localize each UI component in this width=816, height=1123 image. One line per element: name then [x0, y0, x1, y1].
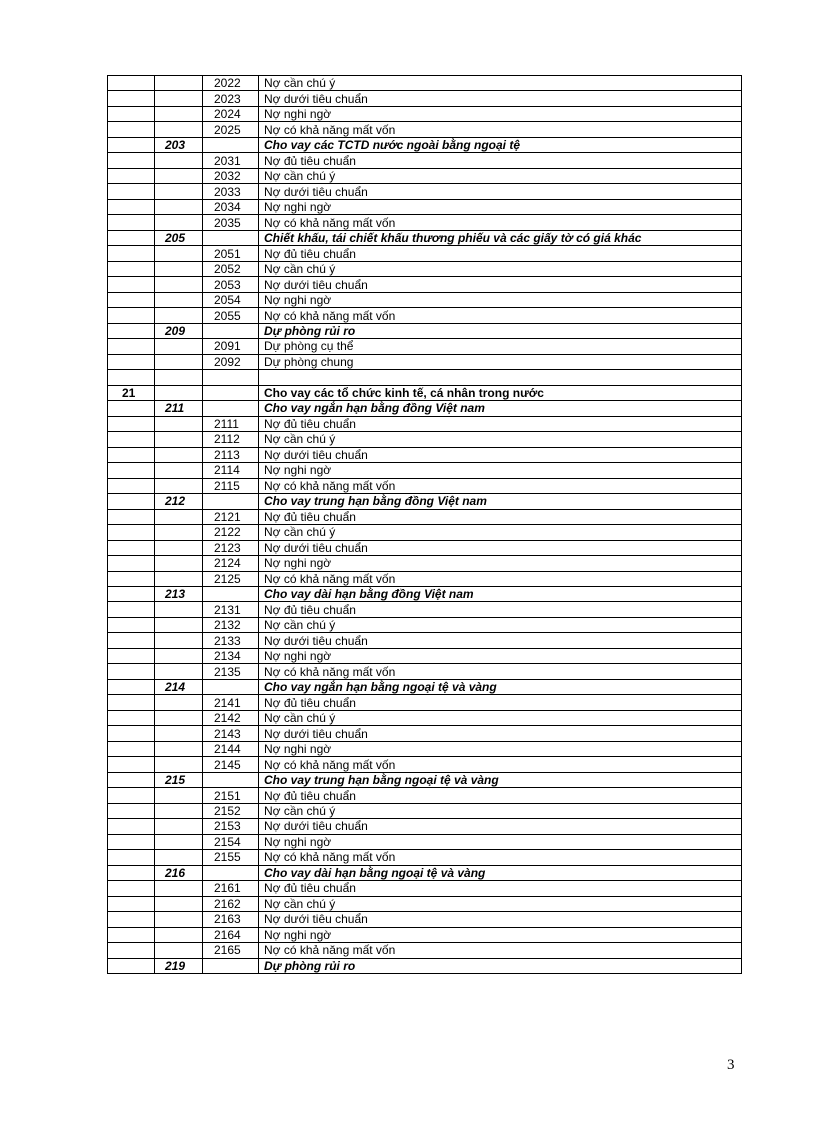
account-level3-code: 2113 — [203, 447, 259, 462]
account-level2-code — [155, 261, 203, 276]
table-row — [108, 556, 742, 571]
table-row — [108, 710, 742, 725]
account-level3-code: 2092 — [203, 354, 259, 369]
account-level2-code — [155, 803, 203, 818]
account-level1-code — [108, 664, 155, 679]
account-level1-code — [108, 354, 155, 369]
account-level1-code — [108, 401, 155, 416]
account-level2-code — [155, 726, 203, 741]
table-row — [108, 958, 742, 973]
account-level1-code — [108, 432, 155, 447]
table-row — [108, 772, 742, 787]
account-level1-code — [108, 958, 155, 973]
table-row — [108, 741, 742, 756]
table-row — [108, 277, 742, 292]
account-level1-code — [108, 726, 155, 741]
account-name: Nợ cần chú ý — [259, 76, 742, 91]
account-level3-code: 2153 — [203, 819, 259, 834]
account-name: Nợ có khả năng mất vốn — [259, 943, 742, 958]
account-level2-code — [155, 741, 203, 756]
account-level1-code — [108, 153, 155, 168]
account-level3-code: 2132 — [203, 617, 259, 632]
account-level1-code — [108, 571, 155, 586]
account-level1-code — [108, 679, 155, 694]
account-name: Cho vay dài hạn bằng ngoại tệ và vàng — [259, 865, 742, 880]
account-level3-code: 2053 — [203, 277, 259, 292]
account-level3-code: 2025 — [203, 122, 259, 137]
account-level1-code — [108, 91, 155, 106]
account-name: Cho vay các TCTD nước ngoài bằng ngoại tệ — [259, 137, 742, 152]
account-level2-code — [155, 122, 203, 137]
account-level3-code: 2033 — [203, 184, 259, 199]
account-level2-code: 205 — [155, 230, 203, 245]
account-level2-code — [155, 339, 203, 354]
table-row — [108, 494, 742, 509]
account-level2-code: 211 — [155, 401, 203, 416]
account-level3-code: 2125 — [203, 571, 259, 586]
account-name: Nợ cần chú ý — [259, 896, 742, 911]
account-name: Chiết khấu, tái chiết khấu thương phiếu và các giấy tờ có giá khác — [259, 230, 742, 245]
account-level1-code — [108, 602, 155, 617]
account-level1-code — [108, 292, 155, 307]
account-level1-code — [108, 741, 155, 756]
account-level3-code: 2022 — [203, 76, 259, 91]
table-row — [108, 447, 742, 462]
account-level2-code — [155, 106, 203, 121]
table-row — [108, 679, 742, 694]
table-row — [108, 339, 742, 354]
table-row — [108, 540, 742, 555]
account-level1-code — [108, 106, 155, 121]
account-level3-code: 2124 — [203, 556, 259, 571]
table-row — [108, 215, 742, 230]
account-name: Nợ đủ tiêu chuẩn — [259, 246, 742, 261]
account-level1-code — [108, 184, 155, 199]
table-row — [108, 463, 742, 478]
account-level3-code — [203, 679, 259, 694]
table-row — [108, 106, 742, 121]
account-level1-code — [108, 339, 155, 354]
table-row — [108, 432, 742, 447]
account-table — [107, 75, 742, 974]
table-row — [108, 153, 742, 168]
table-row — [108, 834, 742, 849]
account-level2-code — [155, 370, 203, 385]
account-level1-code — [108, 710, 155, 725]
account-level3-code: 2144 — [203, 741, 259, 756]
account-level1-code — [108, 540, 155, 555]
account-level1-code — [108, 230, 155, 245]
account-level3-code: 2141 — [203, 695, 259, 710]
account-level2-code — [155, 354, 203, 369]
account-level3-code: 2031 — [203, 153, 259, 168]
table-row — [108, 726, 742, 741]
account-name: Nợ đủ tiêu chuẩn — [259, 788, 742, 803]
account-name: Nợ có khả năng mất vốn — [259, 757, 742, 772]
account-level1-code — [108, 447, 155, 462]
account-level3-code: 2034 — [203, 199, 259, 214]
account-level1-code — [108, 757, 155, 772]
account-name: Nợ nghi ngờ — [259, 463, 742, 478]
account-name: Nợ có khả năng mất vốn — [259, 571, 742, 586]
account-name: Nợ dưới tiêu chuẩn — [259, 91, 742, 106]
account-level2-code: 212 — [155, 494, 203, 509]
account-level1-code — [108, 308, 155, 323]
account-level1-code — [108, 850, 155, 865]
account-level2-code: 213 — [155, 586, 203, 601]
account-level2-code — [155, 927, 203, 942]
account-level3-code: 2115 — [203, 478, 259, 493]
account-level3-code: 2032 — [203, 168, 259, 183]
account-name: Cho vay trung hạn bằng đồng Việt nam — [259, 494, 742, 509]
account-level3-code — [203, 137, 259, 152]
account-name: Nợ dưới tiêu chuẩn — [259, 540, 742, 555]
account-name: Nợ nghi ngờ — [259, 741, 742, 756]
account-level1-code — [108, 122, 155, 137]
account-level3-code: 2131 — [203, 602, 259, 617]
account-name: Nợ đủ tiêu chuẩn — [259, 602, 742, 617]
account-name: Nợ đủ tiêu chuẩn — [259, 416, 742, 431]
table-row — [108, 91, 742, 106]
account-level1-code — [108, 76, 155, 91]
table-row — [108, 633, 742, 648]
account-level2-code — [155, 896, 203, 911]
account-level2-code — [155, 447, 203, 462]
account-level2-code: 214 — [155, 679, 203, 694]
table-row — [108, 323, 742, 338]
account-level1-code — [108, 463, 155, 478]
account-level2-code — [155, 153, 203, 168]
account-level1-code — [108, 912, 155, 927]
account-name: Nợ có khả năng mất vốn — [259, 478, 742, 493]
account-level3-code: 2145 — [203, 757, 259, 772]
account-level2-code — [155, 478, 203, 493]
account-level2-code — [155, 617, 203, 632]
account-name: Nợ có khả năng mất vốn — [259, 215, 742, 230]
account-level3-code: 2165 — [203, 943, 259, 958]
account-level2-code — [155, 710, 203, 725]
account-level1-code — [108, 168, 155, 183]
account-level1-code — [108, 865, 155, 880]
account-level1-code — [108, 788, 155, 803]
table-row — [108, 819, 742, 834]
table-row — [108, 308, 742, 323]
account-level3-code: 2055 — [203, 308, 259, 323]
table-row — [108, 292, 742, 307]
account-level2-code: 216 — [155, 865, 203, 880]
account-level3-code — [203, 323, 259, 338]
account-level1-code — [108, 277, 155, 292]
account-level2-code — [155, 819, 203, 834]
account-level3-code — [203, 230, 259, 245]
account-level3-code: 2163 — [203, 912, 259, 927]
account-level1-code — [108, 695, 155, 710]
account-level3-code: 2121 — [203, 509, 259, 524]
account-level3-code: 2155 — [203, 850, 259, 865]
account-level2-code — [155, 292, 203, 307]
account-name: Nợ dưới tiêu chuẩn — [259, 633, 742, 648]
page-number: 3 — [727, 1057, 735, 1073]
account-level3-code: 2151 — [203, 788, 259, 803]
account-level1-code — [108, 416, 155, 431]
account-level1-code — [108, 927, 155, 942]
account-name: Dự phòng rủi ro — [259, 958, 742, 973]
account-level1-code — [108, 261, 155, 276]
account-level1-code: 21 — [108, 385, 155, 400]
table-row — [108, 896, 742, 911]
account-level1-code — [108, 215, 155, 230]
account-name: Cho vay trung hạn bằng ngoại tệ và vàng — [259, 772, 742, 787]
table-row — [108, 230, 742, 245]
account-level1-code — [108, 246, 155, 261]
account-level3-code: 2142 — [203, 710, 259, 725]
account-level1-code — [108, 896, 155, 911]
account-name: Nợ cần chú ý — [259, 168, 742, 183]
table-row — [108, 76, 742, 91]
account-level3-code: 2122 — [203, 525, 259, 540]
table-row — [108, 525, 742, 540]
table-row — [108, 122, 742, 137]
account-name: Nợ đủ tiêu chuẩn — [259, 153, 742, 168]
account-name: Nợ cần chú ý — [259, 803, 742, 818]
table-row — [108, 199, 742, 214]
account-level2-code — [155, 571, 203, 586]
account-level1-code — [108, 586, 155, 601]
account-level2-code — [155, 91, 203, 106]
account-level2-code — [155, 695, 203, 710]
account-level1-code — [108, 881, 155, 896]
account-level1-code — [108, 834, 155, 849]
table-row — [108, 246, 742, 261]
table-row — [108, 354, 742, 369]
table-row — [108, 865, 742, 880]
account-level3-code: 2135 — [203, 664, 259, 679]
account-level2-code — [155, 556, 203, 571]
account-level3-code — [203, 370, 259, 385]
account-name: Nợ cần chú ý — [259, 617, 742, 632]
table-row — [108, 370, 742, 385]
account-name: Nợ cần chú ý — [259, 432, 742, 447]
account-level2-code — [155, 648, 203, 663]
account-name: Dự phòng chung — [259, 354, 742, 369]
table-row — [108, 850, 742, 865]
account-level2-code: 219 — [155, 958, 203, 973]
account-level2-code — [155, 277, 203, 292]
account-name: Nợ dưới tiêu chuẩn — [259, 277, 742, 292]
account-name: Dự phòng rủi ro — [259, 323, 742, 338]
account-level1-code — [108, 525, 155, 540]
account-name: Cho vay ngắn hạn bằng đồng Việt nam — [259, 401, 742, 416]
account-level2-code: 209 — [155, 323, 203, 338]
account-level3-code — [203, 865, 259, 880]
account-level3-code — [203, 494, 259, 509]
account-level2-code — [155, 463, 203, 478]
account-level2-code — [155, 850, 203, 865]
account-level3-code: 2133 — [203, 633, 259, 648]
account-level1-code — [108, 370, 155, 385]
account-level2-code — [155, 602, 203, 617]
account-level3-code — [203, 401, 259, 416]
account-level1-code — [108, 772, 155, 787]
table-row — [108, 648, 742, 663]
table-row — [108, 912, 742, 927]
account-level2-code — [155, 184, 203, 199]
account-level2-code — [155, 215, 203, 230]
account-level3-code: 2134 — [203, 648, 259, 663]
account-level3-code — [203, 586, 259, 601]
account-level3-code: 2023 — [203, 91, 259, 106]
table-row — [108, 184, 742, 199]
account-name: Nợ dưới tiêu chuẩn — [259, 726, 742, 741]
account-level2-code: 215 — [155, 772, 203, 787]
account-level2-code — [155, 664, 203, 679]
account-name: Cho vay các tổ chức kinh tế, cá nhân trong nước — [259, 385, 742, 400]
account-level2-code — [155, 540, 203, 555]
account-level1-code — [108, 323, 155, 338]
account-name: Nợ có khả năng mất vốn — [259, 664, 742, 679]
account-level3-code: 2162 — [203, 896, 259, 911]
account-level2-code — [155, 788, 203, 803]
account-level3-code: 2123 — [203, 540, 259, 555]
account-level2-code — [155, 912, 203, 927]
account-level1-code — [108, 199, 155, 214]
table-row — [108, 385, 742, 400]
account-name: Nợ cần chú ý — [259, 525, 742, 540]
account-level3-code: 2164 — [203, 927, 259, 942]
account-level3-code: 2035 — [203, 215, 259, 230]
account-name: Nợ đủ tiêu chuẩn — [259, 509, 742, 524]
table-row — [108, 137, 742, 152]
account-name: Dự phòng cụ thể — [259, 339, 742, 354]
account-level2-code — [155, 416, 203, 431]
account-level2-code — [155, 199, 203, 214]
account-level2-code — [155, 525, 203, 540]
account-name: Nợ nghi ngờ — [259, 648, 742, 663]
account-name: Nợ cần chú ý — [259, 261, 742, 276]
table-row — [108, 943, 742, 958]
account-level3-code: 2111 — [203, 416, 259, 431]
account-level1-code — [108, 648, 155, 663]
table-row — [108, 788, 742, 803]
account-name: Nợ cần chú ý — [259, 710, 742, 725]
table-row — [108, 416, 742, 431]
account-name: Nợ dưới tiêu chuẩn — [259, 819, 742, 834]
account-level3-code: 2051 — [203, 246, 259, 261]
account-level1-code — [108, 137, 155, 152]
table-row — [108, 509, 742, 524]
table-row — [108, 927, 742, 942]
account-level2-code — [155, 308, 203, 323]
account-level3-code: 2114 — [203, 463, 259, 478]
account-level2-code — [155, 509, 203, 524]
account-level2-code — [155, 168, 203, 183]
account-rows — [108, 76, 742, 974]
account-name: Nợ dưới tiêu chuẩn — [259, 912, 742, 927]
account-level2-code — [155, 881, 203, 896]
account-name: Nợ nghi ngờ — [259, 556, 742, 571]
table-row — [108, 881, 742, 896]
account-level1-code — [108, 556, 155, 571]
table-row — [108, 695, 742, 710]
account-name: Nợ có khả năng mất vốn — [259, 122, 742, 137]
account-name: Cho vay ngắn hạn bằng ngoại tệ và vàng — [259, 679, 742, 694]
account-level3-code: 2052 — [203, 261, 259, 276]
table-row — [108, 571, 742, 586]
account-level1-code — [108, 943, 155, 958]
account-name: Nợ đủ tiêu chuẩn — [259, 695, 742, 710]
account-level2-code — [155, 432, 203, 447]
account-level1-code — [108, 494, 155, 509]
account-level3-code: 2143 — [203, 726, 259, 741]
account-level3-code: 2112 — [203, 432, 259, 447]
account-level3-code: 2154 — [203, 834, 259, 849]
account-level1-code — [108, 478, 155, 493]
account-name: Nợ nghi ngờ — [259, 292, 742, 307]
account-level3-code: 2091 — [203, 339, 259, 354]
account-name: Nợ có khả năng mất vốn — [259, 308, 742, 323]
account-level1-code — [108, 633, 155, 648]
account-level3-code — [203, 958, 259, 973]
account-level3-code: 2054 — [203, 292, 259, 307]
account-level3-code — [203, 772, 259, 787]
account-level3-code: 2161 — [203, 881, 259, 896]
account-level2-code — [155, 76, 203, 91]
account-level3-code: 2152 — [203, 803, 259, 818]
account-level2-code — [155, 943, 203, 958]
table-row — [108, 261, 742, 276]
account-level3-code — [203, 385, 259, 400]
account-name: Nợ nghi ngờ — [259, 927, 742, 942]
account-level2-code — [155, 633, 203, 648]
table-row — [108, 617, 742, 632]
account-name: Nợ dưới tiêu chuẩn — [259, 447, 742, 462]
account-level1-code — [108, 617, 155, 632]
account-level2-code: 203 — [155, 137, 203, 152]
account-name: Nợ nghi ngờ — [259, 834, 742, 849]
table-row — [108, 602, 742, 617]
table-row — [108, 664, 742, 679]
account-name: Nợ dưới tiêu chuẩn — [259, 184, 742, 199]
account-level1-code — [108, 819, 155, 834]
account-name: Nợ nghi ngờ — [259, 106, 742, 121]
table-row — [108, 757, 742, 772]
account-name: Cho vay dài hạn bằng đồng Việt nam — [259, 586, 742, 601]
account-name: Nợ nghi ngờ — [259, 199, 742, 214]
account-level1-code — [108, 509, 155, 524]
account-level2-code — [155, 834, 203, 849]
account-name: Nợ có khả năng mất vốn — [259, 850, 742, 865]
account-level2-code — [155, 246, 203, 261]
table-row — [108, 401, 742, 416]
account-name — [259, 370, 742, 385]
table-row — [108, 478, 742, 493]
account-level1-code — [108, 803, 155, 818]
table-row — [108, 803, 742, 818]
account-level2-code — [155, 757, 203, 772]
account-level2-code — [155, 385, 203, 400]
table-row — [108, 168, 742, 183]
account-name: Nợ đủ tiêu chuẩn — [259, 881, 742, 896]
table-row — [108, 586, 742, 601]
account-level3-code: 2024 — [203, 106, 259, 121]
